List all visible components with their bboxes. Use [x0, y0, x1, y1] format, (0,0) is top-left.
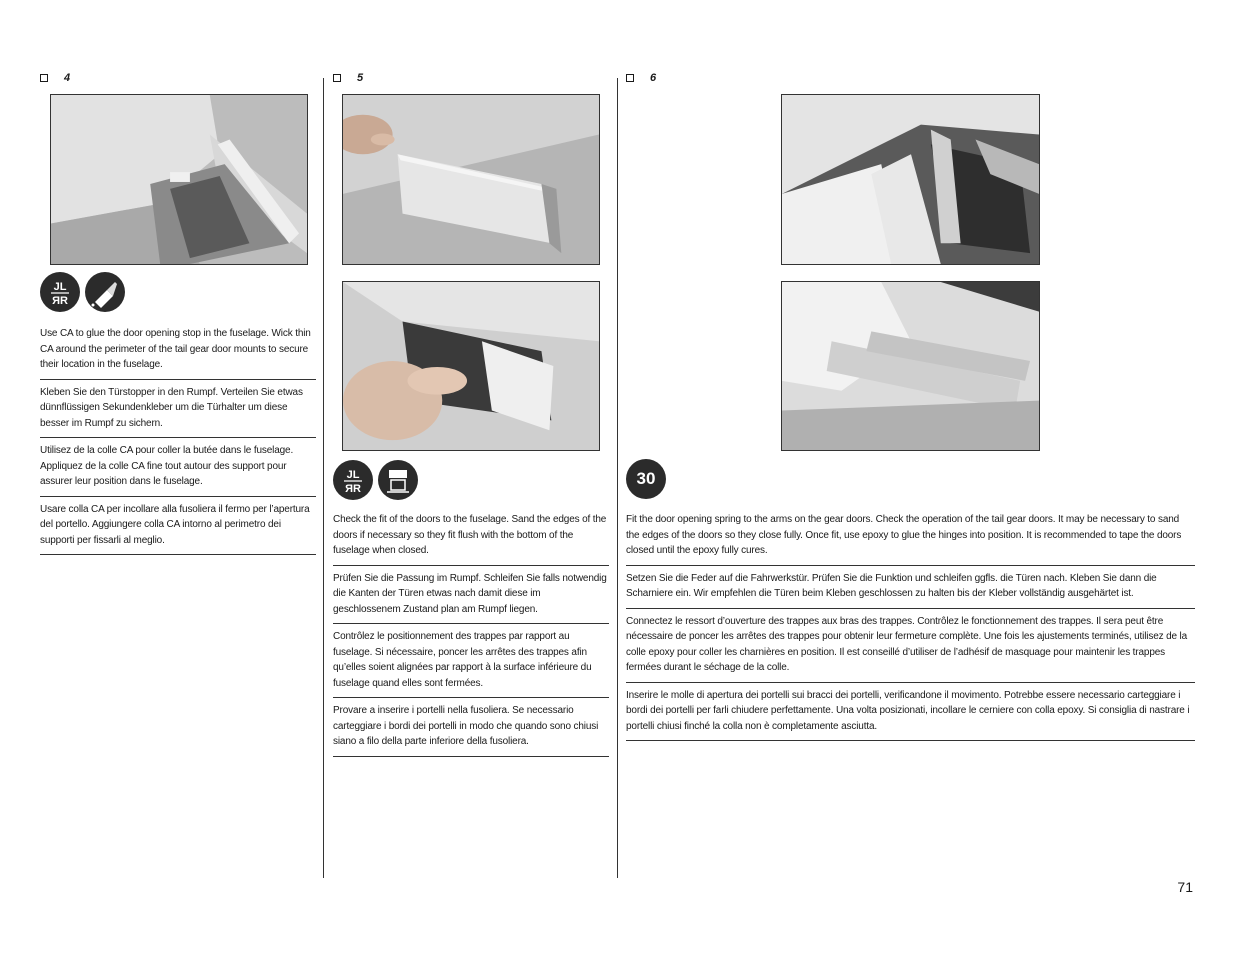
step-5-photo-door-closed: [342, 281, 600, 451]
step-4-number: 4: [64, 72, 71, 84]
step-5-checkbox[interactable]: [333, 74, 341, 82]
step-6-photo-spring-open: [781, 94, 1040, 265]
step-6-text-it: Inserire le molle di apertura dei portelli sui bracci dei portelli, verificandone il movimento. Potrebbe essere necessario carteggiare i bordi dei portelli per farli chiudere perfettamente. Una volta posizionati, incollare le cerniere con colla epoxy. Si consiglia di nastrare i portelli chiusi finché la colla non è completamente asciutta.: [626, 688, 1195, 742]
step-4-text-fr: Utilisez de la colle CA pour coller la butée dans le fuselage. Appliquez de la colle CA fine tout autour des support pour assurer leur position dans le fuselage.: [40, 443, 316, 497]
sanding-block-icon: [378, 460, 418, 500]
step-5-text-de: Prüfen Sie die Passung im Rumpf. Schleifen Sie falls notwendig die Kanten der Türen etwas nach damit diese im geschlossenem Zustand plan am Rumpf liegen.: [333, 571, 609, 625]
step-4-text-de: Kleben Sie den Türstopper in den Rumpf. Verteilen Sie etwas dünnflüssigen Sekundenkleber um die Türhalter um diese besser im Rumpf zu sichern.: [40, 385, 316, 439]
step-4-header: [40, 70, 70, 86]
step-5-photo-door-fit: [342, 94, 600, 265]
step-5-text-it: Provare a inserire i portelli nella fusoliera. Se necessario carteggiare i bordi dei portelli in modo che quando sono chiusi siano a filo della parte inferiore della fusoliera.: [333, 703, 609, 757]
ca-glue-bottle-icon: [85, 272, 125, 312]
step-6-text-de: Setzen Sie die Feder auf die Fahrwerkstür. Prüfen Sie die Funktion und schleifen ggfls. die Türen nach. Kleben Sie dann die Scharniere ein. Wir empfehlen die Türen beim Kleben geschlossen zu halten bis der Kleber vollständig ausgehärtet ist.: [626, 571, 1195, 609]
step-6-header: [626, 70, 656, 86]
step-4-text-it: Usare colla CA per incollare alla fusoliera il fermo per l’apertura del portello. Aggiungere colla CA intorno al perimetro dei supporti per fissarli al meglio.: [40, 502, 316, 556]
step-6-text-en: Fit the door opening spring to the arms on the gear doors. Check the operation of the tail gear doors. It may be necessary to sand the edges of the doors so they close fully. Once fit, use epoxy to glue the hinges into position. It is recommended to tape the doors closed until the epoxy fully cures.: [626, 512, 1195, 566]
left-right-icon: [333, 460, 373, 500]
step-5-text-fr: Contrôlez le positionnement des trappes par rapport au fuselage. Si nécessaire, poncer les arrêtes des trappes afin qu’elles soient alignées par rapport à la surface inférieure du fuselage quand elles sont fermées.: [333, 629, 609, 698]
step-4-instructions: [40, 326, 316, 555]
svg-text:ЯR: ЯR: [52, 295, 68, 307]
step-4-checkbox[interactable]: [40, 74, 48, 82]
step-4-text-en: Use CA to glue the door opening stop in the fuselage. Wick thin CA around the perimeter of the tail gear door mounts to secure their location in the fuselage.: [40, 326, 316, 380]
column-divider-1: [323, 78, 324, 878]
svg-text:JL: JL: [53, 281, 67, 293]
step-6-checkbox[interactable]: [626, 74, 634, 82]
step-6-number: 6: [650, 72, 657, 84]
step-6-instructions: [626, 512, 1195, 741]
column-divider-2: [617, 78, 618, 878]
step-5-text-en: Check the fit of the doors to the fuselage. Sand the edges of the doors if necessary so they fit flush with the bottom of the fuselage when closed.: [333, 512, 609, 566]
step-5-instructions: [333, 512, 609, 757]
page-number: 71: [1177, 879, 1193, 895]
step-6-photo-doors-closed: [781, 281, 1040, 451]
step-4-photo-tail-gear-doors: [50, 94, 308, 265]
step-5-header: [333, 70, 363, 86]
svg-text:ЯR: ЯR: [345, 483, 361, 495]
step-6-text-fr: Connectez le ressort d’ouverture des trappes aux bras des trappes. Contrôlez le fonctionnement des trappes. Il sera peut être nécessaire de poncer les arrêtes des trappes pour obtenir leur fermeture complète. Une fois les ajustements terminés, utilisez de la colle epoxy pour coller les charnières en position. Il est conseillé d’utiliser de l’adhésif de masquage pour maintenir les trappes fermées durant le séchage de la colle.: [626, 614, 1195, 683]
svg-text:JL: JL: [346, 469, 360, 481]
left-right-icon: [40, 272, 80, 312]
step-5-number: 5: [357, 72, 364, 84]
cure-time-badge: 30: [626, 459, 666, 499]
